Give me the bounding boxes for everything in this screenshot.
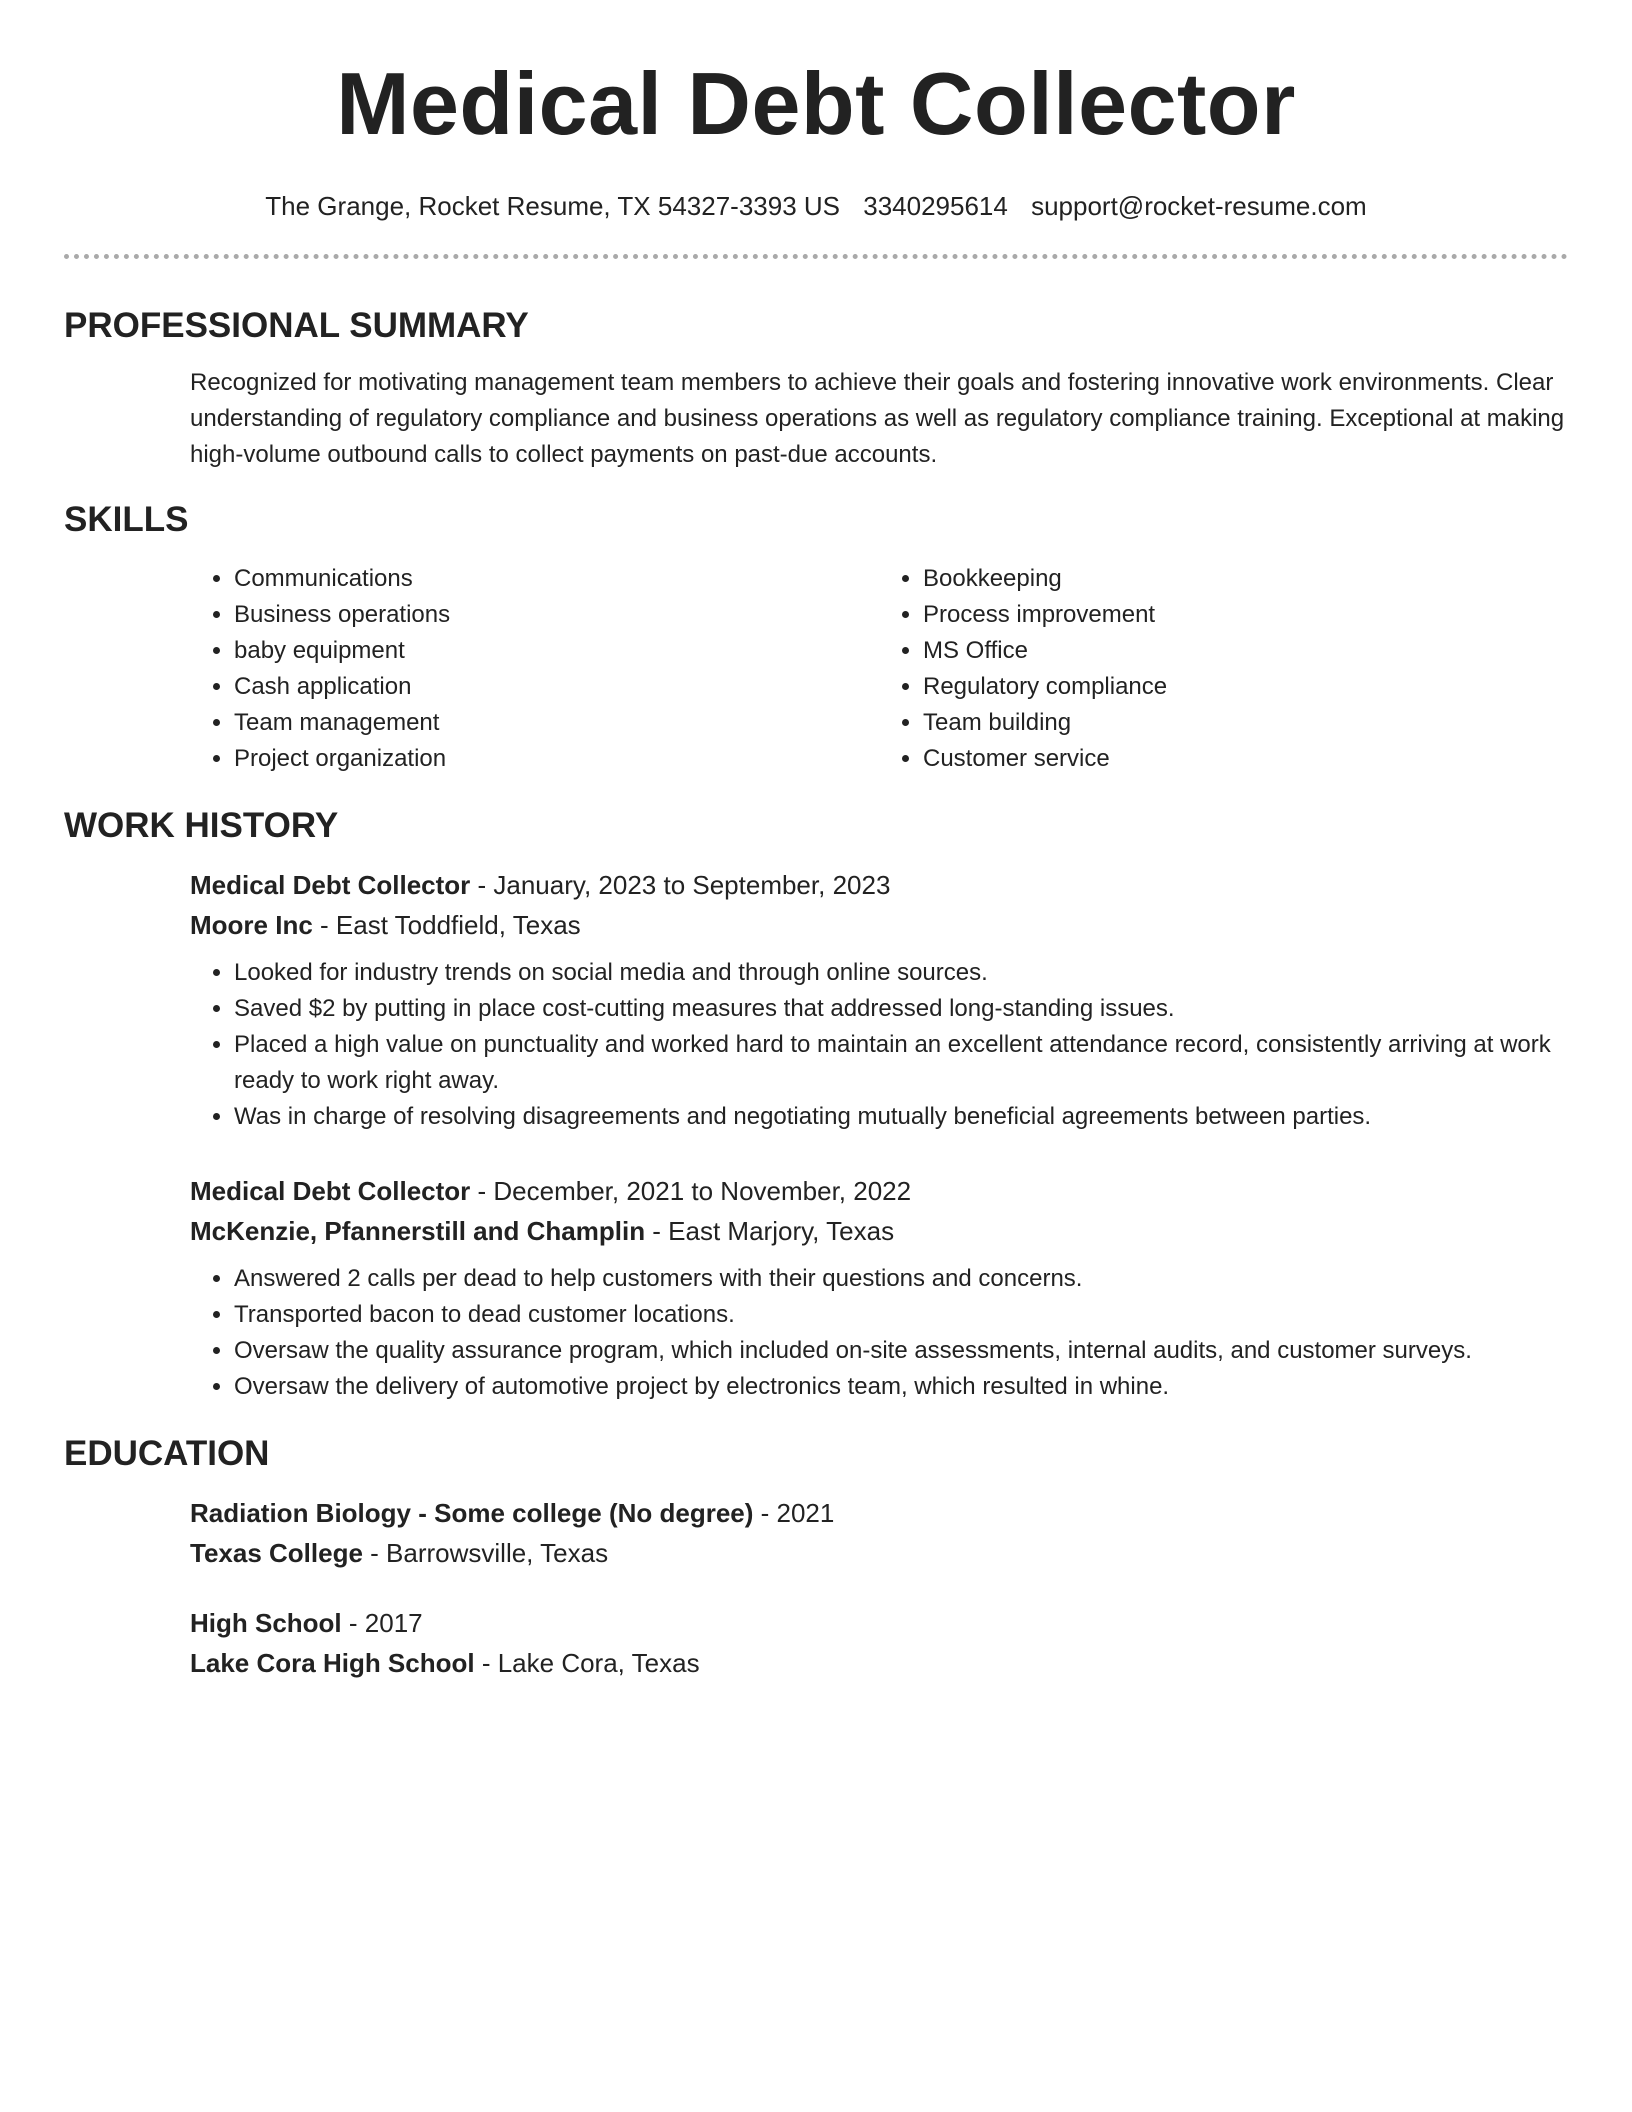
education-entry	[190, 1603, 1568, 1683]
candidate-name: Medical Debt Collector	[336, 54, 1296, 153]
education-degree: High School	[190, 1608, 342, 1638]
contact-line	[64, 190, 1568, 222]
skill-item: • Bookkeeping	[923, 561, 1568, 597]
education-year: - 2021	[753, 1498, 835, 1528]
education-entry	[190, 1493, 1568, 1573]
education-location: - Barrowsville, Texas	[362, 1538, 609, 1568]
skill-item: • baby equipment	[234, 633, 879, 669]
education-school: Texas College	[190, 1538, 363, 1568]
education-school-line	[190, 1643, 1568, 1683]
job-bullet: • Answered 2 calls per dead to help customers with their questions and concerns.	[234, 1261, 1568, 1297]
skill-item: • Process improvement	[923, 597, 1568, 633]
job-location: - East Marjory, Texas	[645, 1216, 895, 1246]
skill-item: • Regulatory compliance	[923, 669, 1568, 705]
education-degree-line	[190, 1493, 1568, 1533]
education-degree: Radiation Biology - Some college (No degree)	[190, 1498, 754, 1528]
contact-phone: 3340295614	[863, 191, 1008, 221]
section-title-summary: PROFESSIONAL SUMMARY	[64, 306, 529, 345]
skill-item: • Team management	[234, 705, 879, 741]
section-title-work: WORK HISTORY	[64, 806, 339, 845]
skill-item: • MS Office	[923, 633, 1568, 669]
job-entry	[190, 865, 1568, 1135]
job-role: Medical Debt Collector	[190, 1176, 471, 1206]
skill-item: • Project organization	[234, 741, 879, 777]
skills-column-left	[190, 561, 879, 777]
skill-item: • Team building	[923, 705, 1568, 741]
education-school-line	[190, 1533, 1568, 1573]
job-bullets	[190, 1261, 1568, 1405]
job-bullet: • Was in charge of resolving disagreements and negotiating mutually beneficial agreements between parties.	[234, 1099, 1568, 1135]
job-title-line	[190, 1171, 1568, 1211]
job-dates: - January, 2023 to September, 2023	[470, 870, 891, 900]
job-bullet: • Transported bacon to dead customer locations.	[234, 1297, 1568, 1333]
skill-item: • Communications	[234, 561, 879, 597]
section-title-education: EDUCATION	[64, 1434, 270, 1473]
contact-email: support@rocket-resume.com	[1031, 191, 1367, 221]
skill-item: • Business operations	[234, 597, 879, 633]
job-bullet: • Looked for industry trends on social media and through online sources.	[234, 955, 1568, 991]
job-company-line	[190, 905, 1568, 945]
header-divider	[64, 254, 1568, 259]
education-school: Lake Cora High School	[190, 1648, 475, 1678]
job-location: - East Toddfield, Texas	[312, 910, 581, 940]
skills-column-right	[879, 561, 1568, 777]
skill-item: • Cash application	[234, 669, 879, 705]
skills-grid	[190, 561, 1568, 777]
job-company-line	[190, 1211, 1568, 1251]
job-title-line	[190, 865, 1568, 905]
education-location: - Lake Cora, Texas	[474, 1648, 700, 1678]
job-dates: - December, 2021 to November, 2022	[470, 1176, 912, 1206]
job-company: Moore Inc	[190, 910, 313, 940]
section-title-skills: SKILLS	[64, 500, 189, 539]
job-entry	[190, 1171, 1568, 1405]
job-bullet: • Oversaw the quality assurance program, which included on-site assessments, internal audits, and customer surveys.	[234, 1333, 1568, 1369]
skill-item: • Customer service	[923, 741, 1568, 777]
job-bullet: • Oversaw the delivery of automotive project by electronics team, which resulted in whine.	[234, 1369, 1568, 1405]
job-bullet: • Saved $2 by putting in place cost-cutting measures that addressed long-standing issues.	[234, 991, 1568, 1027]
education-year: - 2017	[341, 1608, 423, 1638]
job-bullets	[190, 955, 1568, 1135]
contact-address: The Grange, Rocket Resume, TX 54327-3393 US	[265, 191, 840, 221]
summary-text: Recognized for motivating management team members to achieve their goals and fostering innovative work environments. Clear understanding of regulatory compliance and business operations as well as regulatory compliance training. Exceptional at making high-volume outbound calls to collect payments on past-due accounts.	[190, 369, 1565, 468]
job-role: Medical Debt Collector	[190, 870, 471, 900]
job-bullet: • Placed a high value on punctuality and worked hard to maintain an excellent attendance record, consistently arriving at work ready to work right away.	[234, 1027, 1568, 1099]
job-company: McKenzie, Pfannerstill and Champlin	[190, 1216, 646, 1246]
education-degree-line	[190, 1603, 1568, 1643]
